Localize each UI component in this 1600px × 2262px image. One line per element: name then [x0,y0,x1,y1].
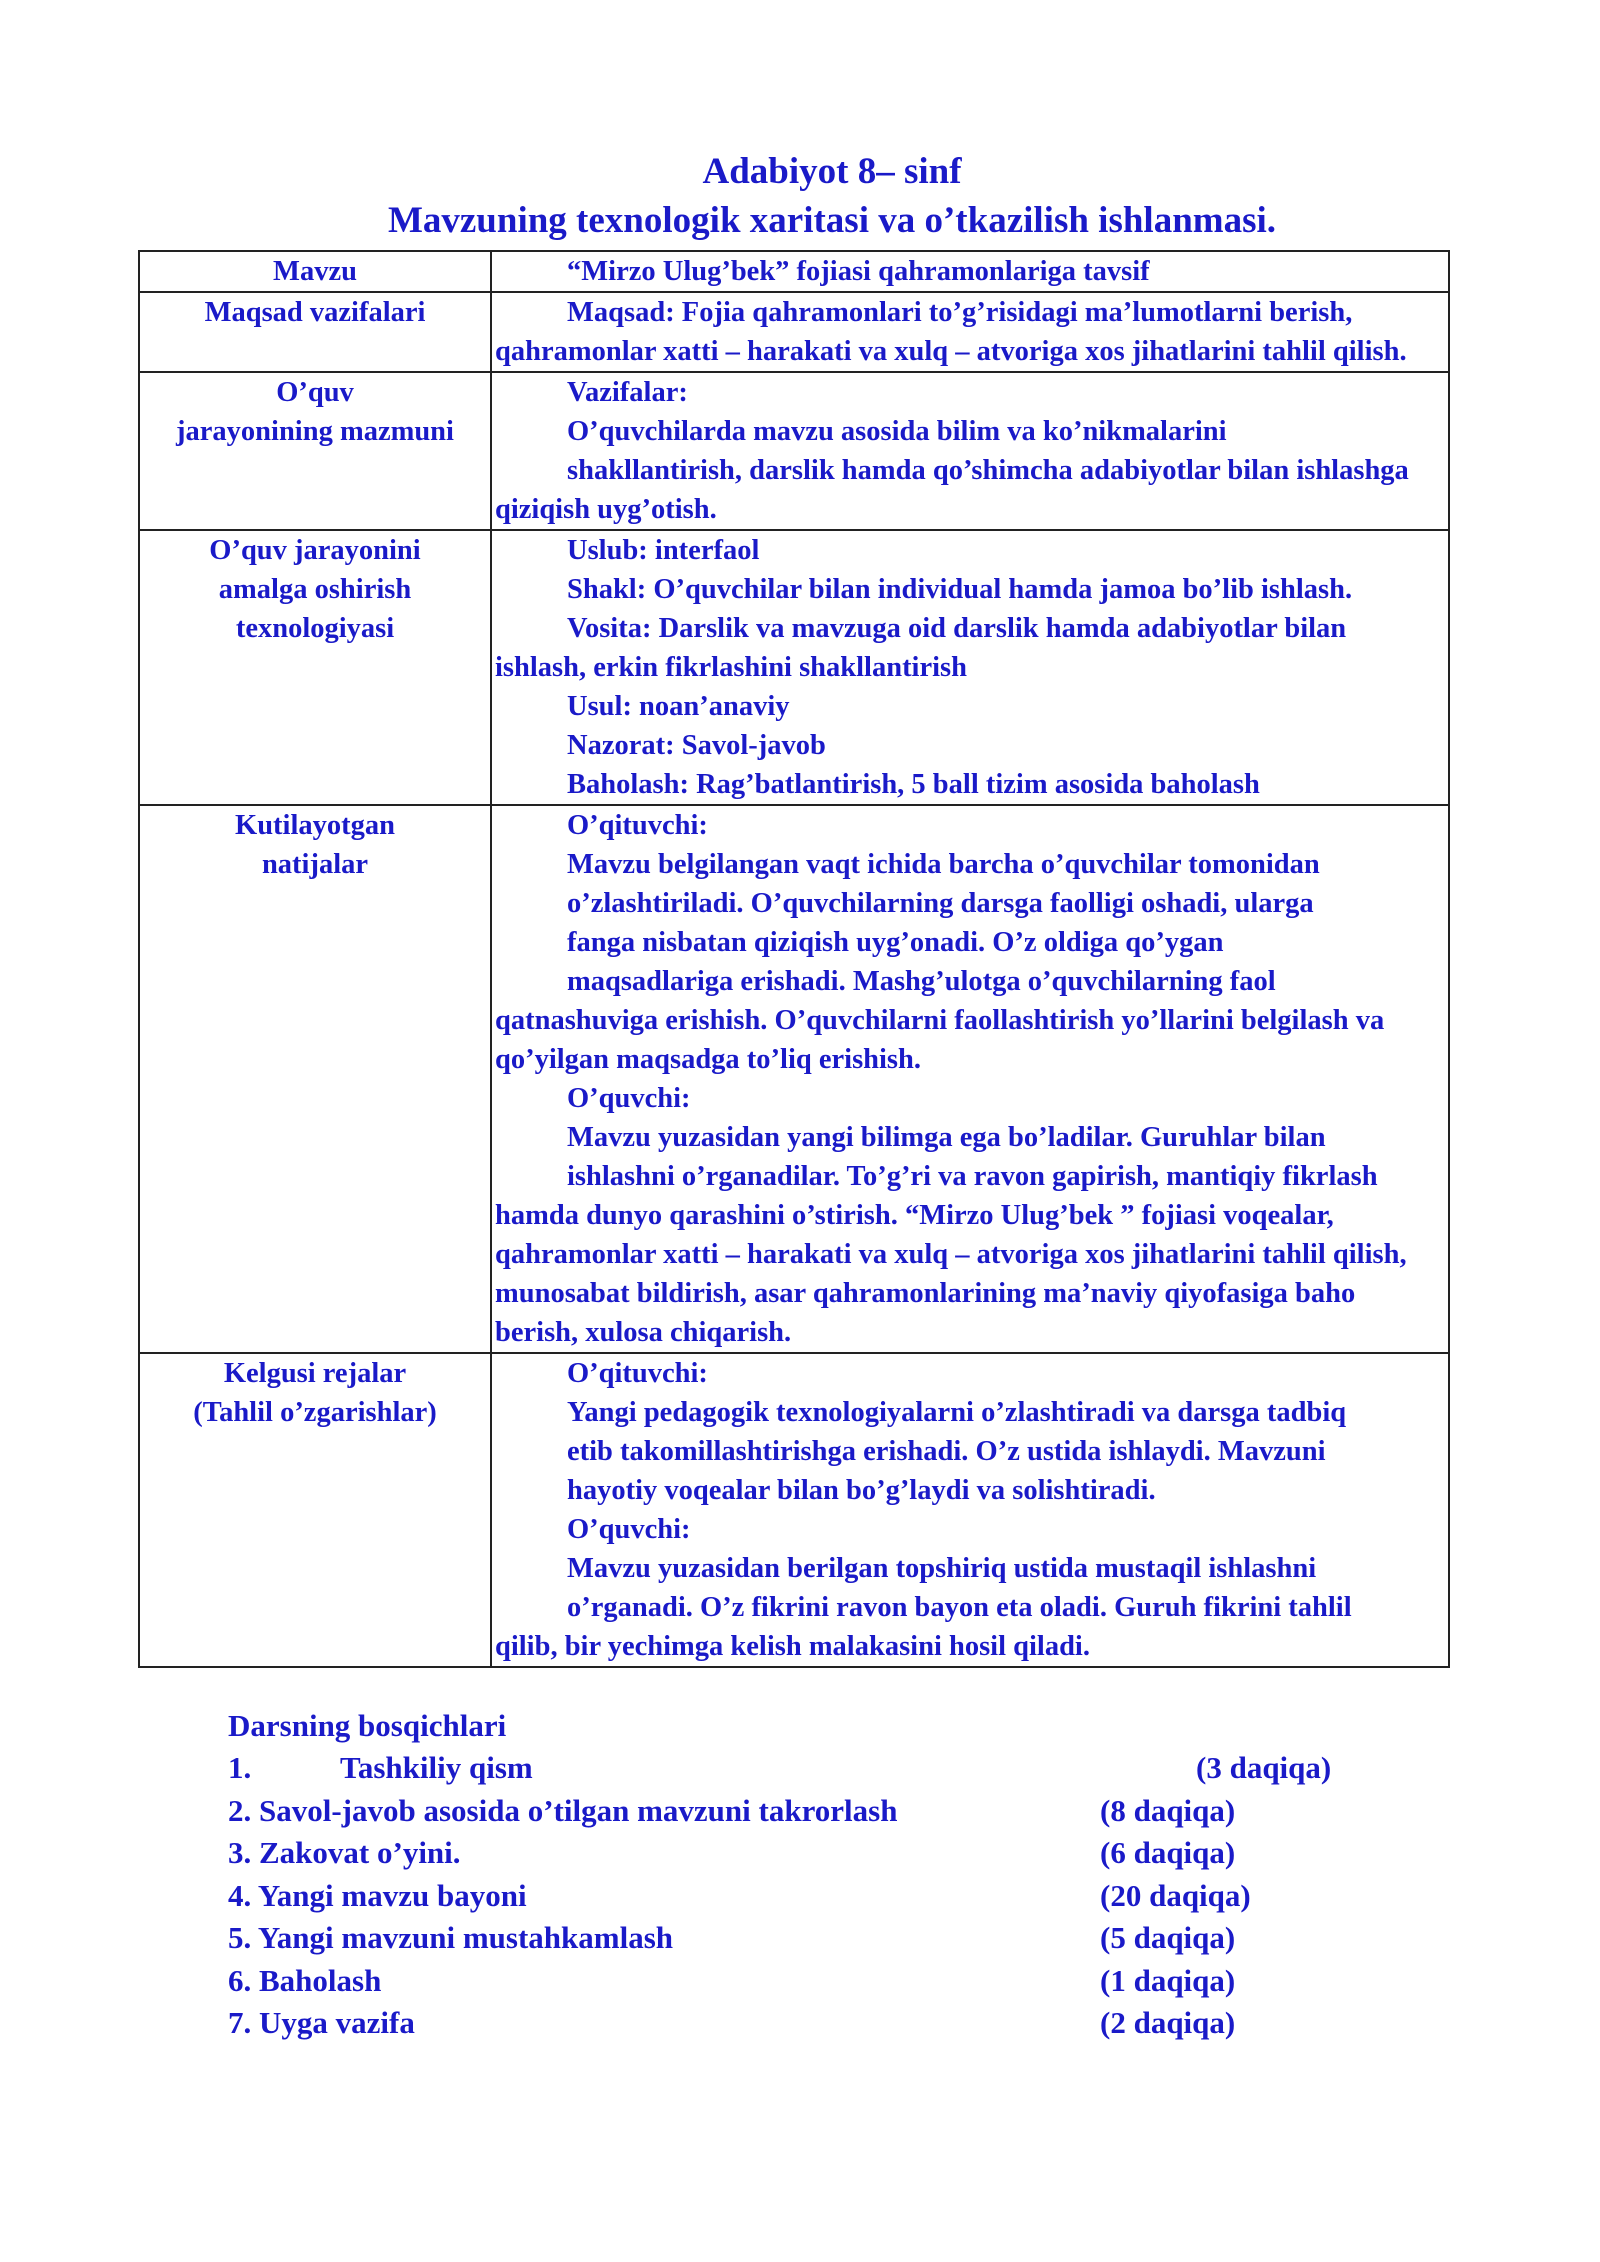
text-line: hayotiy voqealar bilan bo’g’laydi va solishtiradi. [567,1475,1156,1506]
row-label-technology [139,530,491,805]
stage-duration: (8 daqiqa) [1100,1792,1236,1828]
row-content-technology [491,530,1449,805]
text-line: munosabat bildirish, asar qahramonlarining ma’naviy qiyofasiga baho [495,1278,1356,1309]
row-content-topic [491,251,1449,292]
table-row-content [139,372,1449,530]
student-heading: O’quvchi: [567,1083,691,1114]
student-heading: O’quvchi: [567,1514,691,1545]
text-line: o’zlashtiriladi. O’quvchilarning darsga faolligi oshadi, ularga [567,888,1314,919]
row-content-plans [491,1353,1449,1667]
tasks-line: shakllantirish, darslik hamda qo’shimcha adabiyotlar bilan ishlashga [567,455,1409,486]
row-content-tasks [491,372,1449,530]
stage-title: 5. Yangi mavzuni mustahkamlash [228,1920,674,1955]
stages-heading: Darsning bosqichlari [228,1708,507,1743]
stage-item [228,1790,1428,1833]
label-line: jarayonining mazmuni [176,416,454,447]
style-line: Uslub: interfaol [567,535,760,566]
stage-item [228,1875,1428,1918]
row-label-results [139,805,491,1353]
table-row-goals [139,292,1449,372]
stage-duration: (6 daqiqa) [1100,1835,1236,1870]
label-line: amalga oshirish [218,574,412,605]
stage-item [228,1832,1428,1875]
stage-duration: (2 daqiqa) [1100,2005,1236,2040]
text-line: etib takomillashtirishga erishadi. O’z ustida ishlaydi. Mavzuni [567,1436,1326,1467]
method-line: Usul: noan’anaviy [567,691,790,722]
stage-title: 3. Zakovat o’yini. [228,1835,461,1870]
stage-title: 6. Baholash [228,1962,382,1998]
text-line: o’rganadi. O’z fikrini ravon bayon eta oladi. Guruh fikrini tahlil [567,1592,1352,1623]
teacher-heading: O’qituvchi: [567,1358,708,1389]
teacher-heading: O’qituvchi: [567,810,708,841]
label-line: texnologiyasi [235,613,395,644]
means-line: Vosita: Darslik va mavzuga oid darslik hamda adabiyotlar bilan [567,613,1347,644]
label-line: Kelgusi rejalar [223,1358,407,1389]
stage-item [228,1917,1428,1960]
row-label-content [139,372,491,530]
topic-text: “Mirzo Ulug’bek” fojiasi qahramonlariga tavsif [567,256,1150,287]
row-label-goals: Maqsad vazifalari [139,292,491,372]
assessment-line: Baholash: Rag’batlantirish, 5 ball tizim asosida baholash [567,769,1260,800]
stage-duration: (3 daqiqa) [1196,1750,1332,1785]
stage-title: Tashkiliy qism [340,1750,533,1785]
row-label-plans [139,1353,491,1667]
text-line: qatnashuviga erishish. O’quvchilarni faollashtirish yo’llarini belgilash va [495,1005,1385,1036]
stage-duration: (20 daqiqa) [1100,1877,1251,1913]
table-row-results [139,805,1449,1353]
tasks-line: qiziqish uyg’otish. [495,494,717,525]
row-label-topic: Mavzu [139,251,491,292]
stage-number: 1. [228,1750,252,1785]
text-line: qilib, bir yechimga kelish malakasini hosil qiladi. [495,1631,1090,1662]
tasks-heading: Vazifalar: [567,377,688,408]
means-line: ishlash, erkin fikrlashini shakllantirish [495,652,967,683]
stage-title: 2. Savol-javob asosida o’tilgan mavzuni takrorlash [228,1792,898,1828]
text-line: qahramonlar xatti – harakati va xulq – atvoriga xos jihatlarini tahlil qilish, [495,1239,1407,1270]
stage-duration: (1 daqiqa) [1100,1962,1236,1998]
goal-line: qahramonlar xatti – harakati va xulq – atvoriga xos jihatlarini tahlil qilish. [495,336,1407,367]
text-line: qo’yilgan maqsadga to’liq erishish. [495,1044,921,1075]
label-line: natijalar [261,849,369,880]
table-row-topic [139,251,1449,292]
text-line: Mavzu belgilangan vaqt ichida barcha o’quvchilar tomonidan [567,849,1320,880]
label-line: O’quv [276,377,354,408]
stage-item [228,2002,1428,2045]
stage-item [228,1960,1428,2003]
tasks-line: O’quvchilarda mavzu asosida bilim va ko’nikmalarini [567,416,1227,447]
row-content-results [491,805,1449,1353]
stage-item [228,1747,1428,1790]
stage-duration: (5 daqiqa) [1100,1920,1236,1955]
text-line: ishlashni o’rganadilar. To’g’ri va ravon gapirish, mantiqiy fikrlash [567,1161,1378,1192]
text-line: Mavzu yuzasidan yangi bilimga ega bo’ladilar. Guruhlar bilan [567,1122,1326,1153]
label-line: (Tahlil o’zgarishlar) [193,1397,437,1428]
row-content-goals [491,292,1449,372]
text-line: berish, xulosa chiqarish. [495,1317,792,1348]
text-line: fanga nisbatan qiziqish uyg’onadi. O’z oldiga qo’ygan [567,927,1224,958]
page-title: Adabiyot 8– sinf [702,151,962,192]
control-line: Nazorat: Savol-javob [567,730,826,761]
stage-title: 4. Yangi mavzu bayoni [228,1877,527,1913]
label-line: O’quv jarayonini [209,535,421,566]
text-line: maqsadlariga erishadi. Mashg’ulotga o’quvchilarning faol [567,966,1276,997]
label-line: Kutilayotgan [235,810,395,841]
stage-title: 7. Uyga vazifa [228,2005,415,2040]
text-line: hamda dunyo qarashini o’stirish. “Mirzo Ulug’bek ” fojiasi voqealar, [495,1200,1334,1231]
page-subtitle: Mavzuning texnologik xaritasi va o’tkazilish ishlanmasi. [387,200,1277,241]
table-row-plans [139,1353,1449,1667]
lesson-stages [228,1705,1428,2045]
goal-line: Maqsad: Fojia qahramonlari to’g’risidagi ma’lumotlarni berish, [567,297,1353,328]
text-line: Yangi pedagogik texnologiyalarni o’zlashtiradi va darsga tadbiq [567,1397,1347,1428]
form-line: Shakl: O’quvchilar bilan individual hamda jamoa bo’lib ishlash. [567,574,1353,605]
technology-map-table [138,250,1450,1668]
text-line: Mavzu yuzasidan berilgan topshiriq ustida mustaqil ishlashni [567,1553,1317,1584]
table-row-technology [139,530,1449,805]
